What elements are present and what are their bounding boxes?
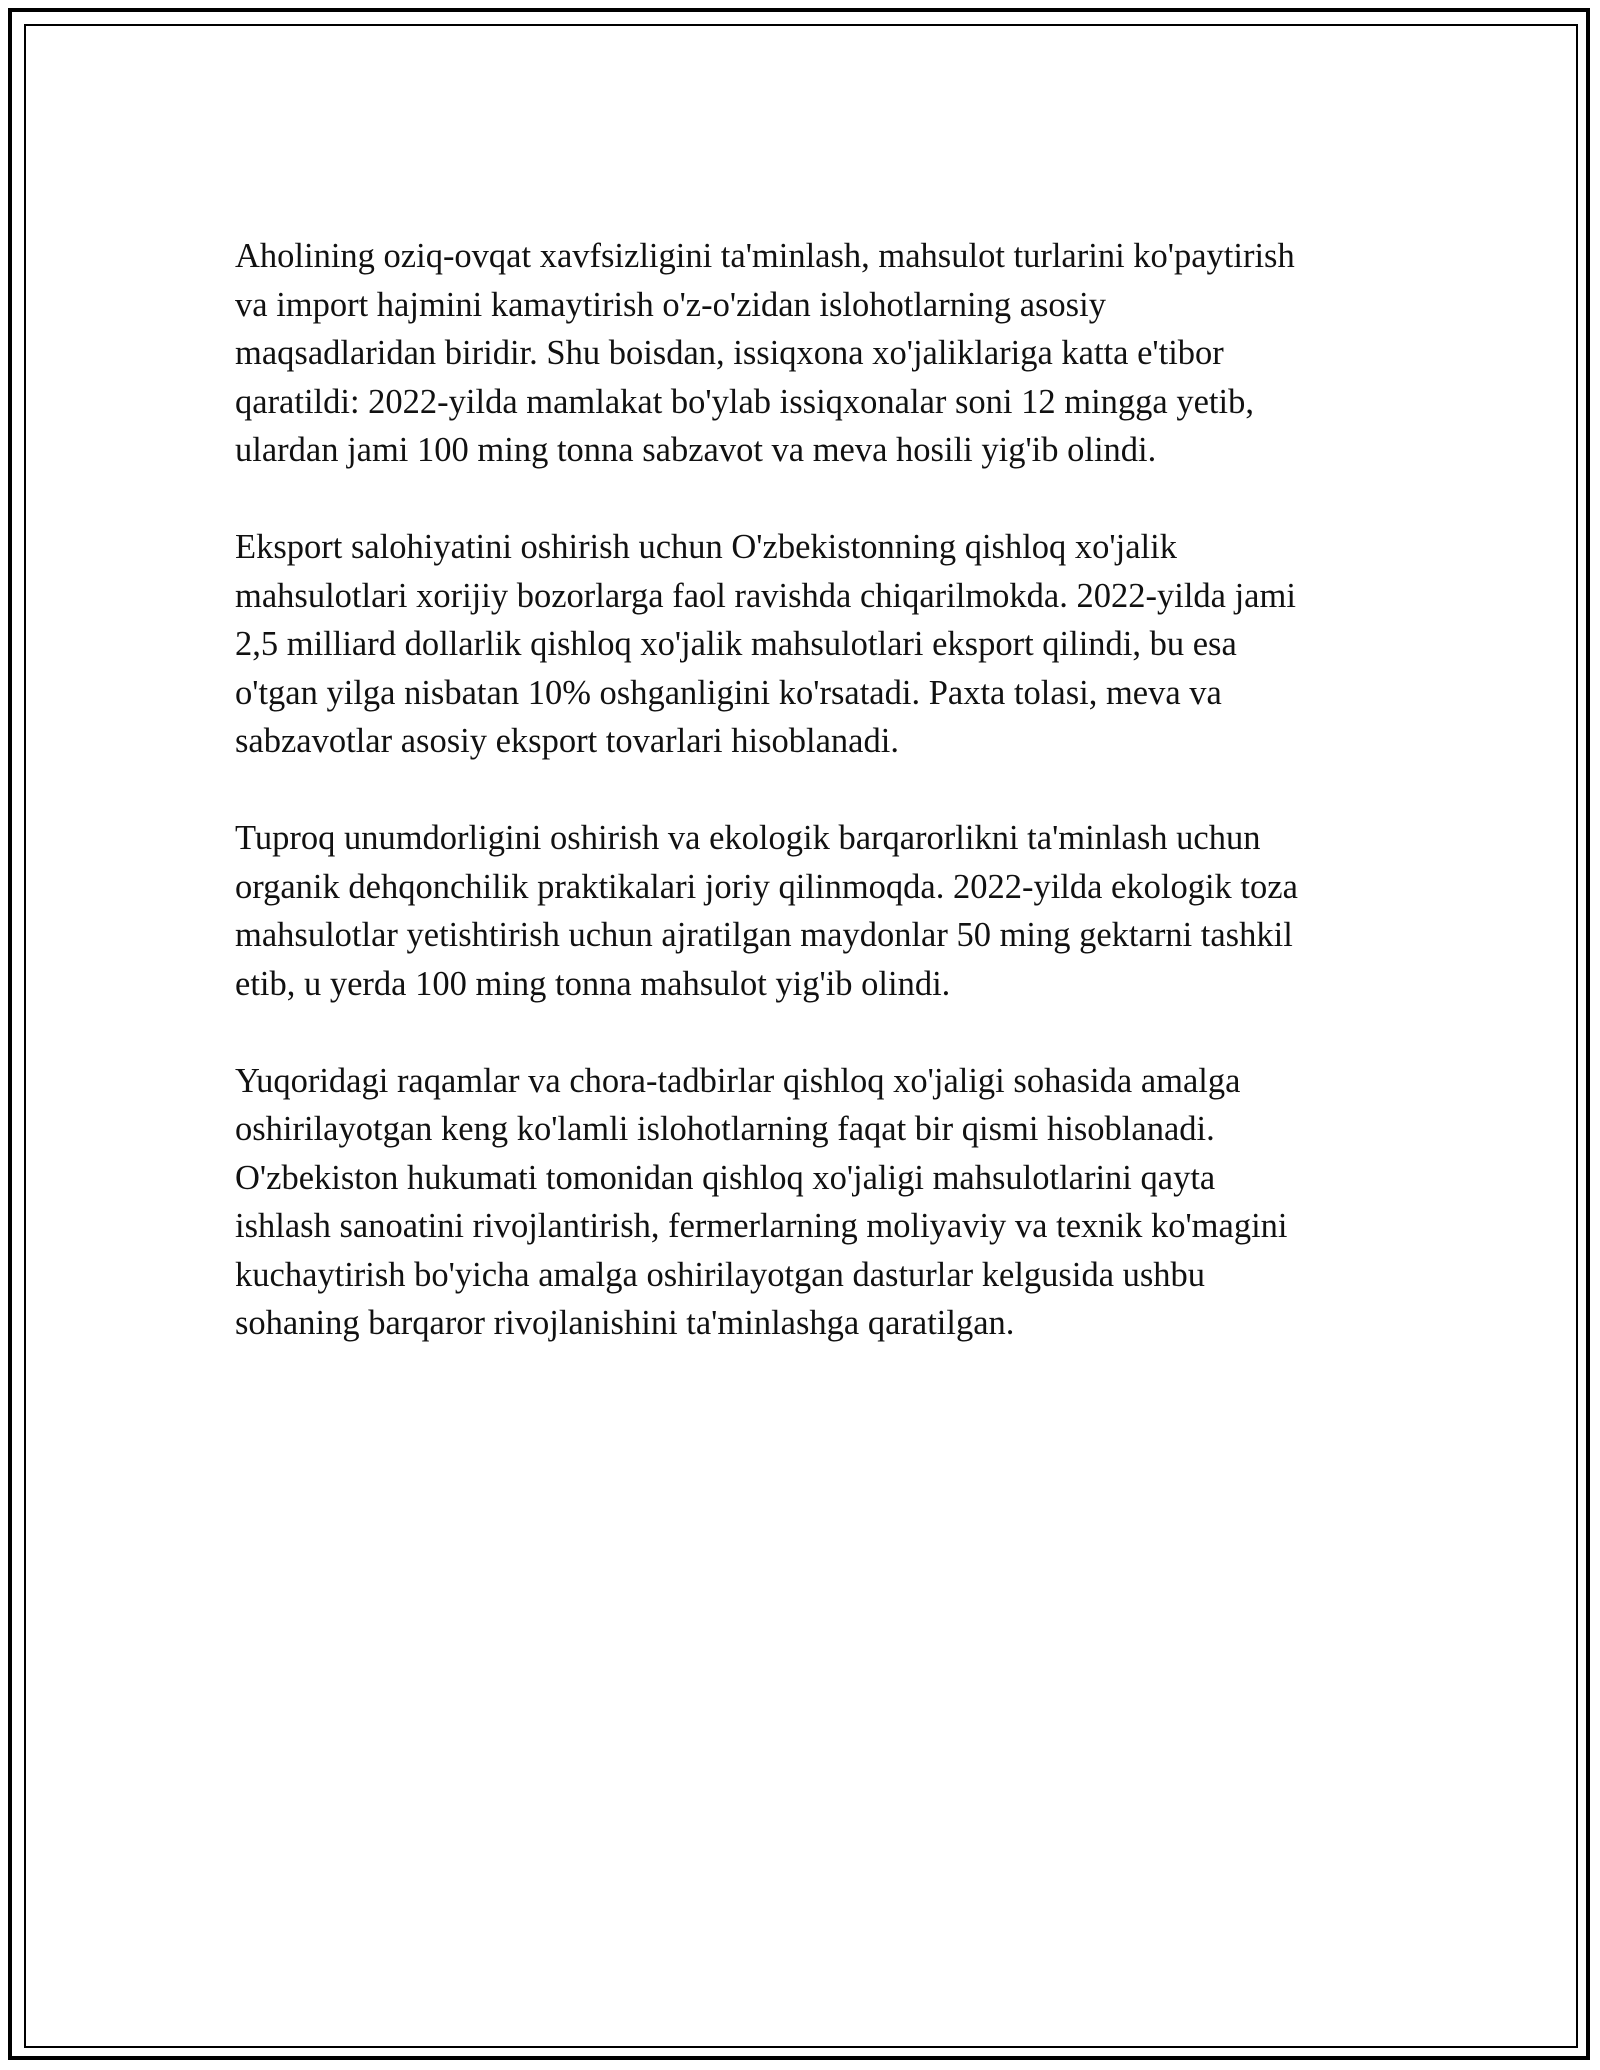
text-line: sabzavotlar asosiy eksport tovarlari hisoblanadi. — [235, 722, 899, 760]
text-line: mahsulotlari xorijiy bozorlarga faol ravishda chiqarilmokda. 2022-yilda jami — [235, 576, 1296, 615]
document-body — [235, 232, 1385, 1396]
text-line: kuchaytirish bo'yicha amalga oshirilayotgan dasturlar kelgusida ushbu — [235, 1255, 1206, 1294]
text-line: Eksport salohiyatini oshirish uchun O'zbekistonning qishloq xo'jalik — [235, 528, 1177, 566]
text-line: oshirilayotgan keng ko'lamli islohotlarning faqat bir qismi hisoblanadi. — [235, 1110, 1215, 1148]
text-line: maqsadlaridan biridir. Shu boisdan, issiqxona xo'jaliklariga katta e'tibor — [235, 334, 1224, 372]
text-line: ishlash sanoatini rivojlantirish, fermerlarning moliyaviy va texnik ko'magini — [235, 1207, 1288, 1245]
paragraph-export — [235, 523, 1385, 766]
text-line: Yuqoridagi raqamlar va chora-tadbirlar qishloq xo'jaligi sohasida amalga — [235, 1061, 1241, 1100]
paragraph-organic-farming — [235, 814, 1385, 1008]
text-line: mahsulotlar yetishtirish uchun ajratilgan maydonlar 50 ming gektarni tashkil — [235, 916, 1293, 954]
text-line: organik dehqonchilik praktikalari joriy qilinmoqda. 2022-yilda ekologik toza — [235, 867, 1298, 906]
text-line: ulardan jami 100 ming tonna sabzavot va meva hosili yig'ib olindi. — [235, 431, 1157, 469]
text-line: 2,5 milliard dollarlik qishloq xo'jalik mahsulotlari eksport qilindi, bu esa — [235, 625, 1237, 663]
text-line: etib, u yerda 100 ming tonna mahsulot yig'ib olindi. — [235, 964, 951, 1003]
text-line: o'tgan yilga nisbatan 10% oshganligini ko'rsatadi. Paxta tolasi, meva va — [235, 673, 1222, 712]
text-line: Tuproq unumdorligini oshirish va ekologik barqarorlikni ta'minlash uchun — [235, 819, 1261, 857]
text-line: va import hajmini kamaytirish o'z-o'zidan islohotlarning asosiy — [235, 285, 1106, 324]
paragraph-food-security — [235, 232, 1385, 475]
text-line: Aholining oziq-ovqat xavfsizligini ta'minlash, mahsulot turlarini ko'paytirish — [235, 237, 1295, 275]
text-line: sohaning barqaror rivojlanishini ta'minlashga qaratilgan. — [235, 1304, 1015, 1342]
text-line: qaratildi: 2022-yilda mamlakat bo'ylab issiqxonalar soni 12 mingga yetib, — [235, 382, 1254, 421]
text-line: O'zbekiston hukumati tomonidan qishloq xo'jaligi mahsulotlarini qayta — [235, 1158, 1216, 1197]
paragraph-reforms-summary — [235, 1057, 1385, 1348]
